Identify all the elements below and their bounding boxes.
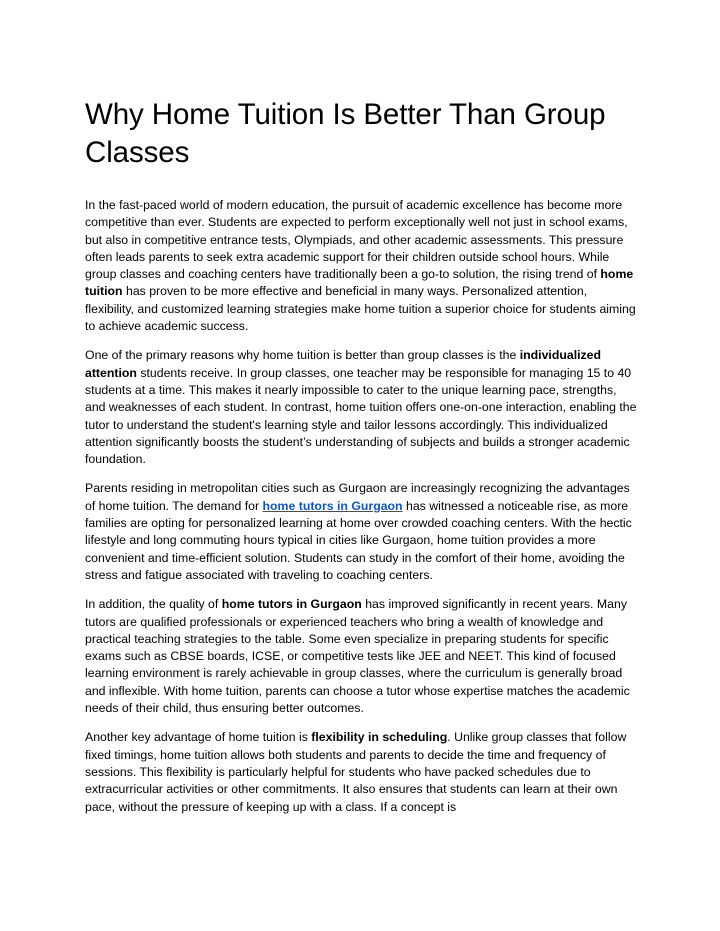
bold-text: individualized attention bbox=[85, 348, 602, 380]
paragraph-text: In the fast-paced world of modern education, the pursuit of academic excellence has become more competitive than ever. Students are expected to perform exceptionally well not just in school exams, but also in competitive entrance tests, Olympiads, and other academic assessments. This pressure often leads parents to seek extra academic support for their children outside school hours. While group classes and coaching centers have traditionally been a go-to solution, the rising trend of bbox=[85, 198, 628, 282]
document-page bbox=[85, 96, 637, 828]
paragraph-text: has witnessed a noticeable rise, as more families are opting for personalized learning at home over crowded coaching centers. With the hectic lifestyle and long commuting hours typical in cities like Gurgaon, home tuition provides a more convenient and time-efficient solution. Students can study in the comfort of their home, avoiding the stress and fatigue associated with traveling to coaching centers. bbox=[85, 498, 632, 582]
paragraph-text: In addition, the quality of bbox=[85, 597, 222, 612]
page-title: Why Home Tuition Is Better Than Group Classes bbox=[85, 98, 606, 169]
paragraph-gurgaon-demand bbox=[85, 480, 637, 584]
paragraph-text: has improved significantly in recent years. Many tutors are qualified professionals or experienced teachers who bring a wealth of knowledge and practical teaching strategies to the table. Some even specialize in preparing students for specific exams such as CBSE boards, ICSE, or competitive tests like JEE and NEET. This kind of focused learning environment is rarely achievable in group classes, where the curriculum is generally broad and inflexible. With home tuition, parents can choose a tutor whose expertise matches the academic needs of their child, thus ensuring better outcomes. bbox=[85, 597, 630, 716]
paragraph-text: Another key advantage of home tuition is bbox=[85, 730, 312, 745]
paragraph-flexibility bbox=[85, 729, 637, 815]
bold-text: home tuition bbox=[85, 267, 634, 299]
paragraph-text: One of the primary reasons why home tuition is better than group classes is the bbox=[85, 348, 520, 363]
bold-text: home tutors in Gurgaon bbox=[221, 597, 362, 612]
paragraph-text: students receive. In group classes, one teacher may be responsible for managing 15 to 40 students at a time. This makes it nearly impossible to cater to the unique learning pace, strengths, and weaknesses of each student. In contrast, home tuition offers one-on-one interaction, enabling the tutor to understand the student's learning style and tailor lessons accordingly. This individualized attention significantly boosts the student’s understanding of subjects and builds a stronger academic foundation. bbox=[85, 365, 637, 467]
home-tutors-gurgaon-link[interactable]: home tutors in Gurgaon bbox=[262, 498, 403, 513]
bold-text: flexibility in scheduling bbox=[311, 730, 448, 745]
paragraph-text: . Unlike group classes that follow fixed timings, home tuition allows both students and parents to decide the time and frequency of sessions. This flexibility is particularly helpful for students who have packed schedules due to extracurricular activities or other commitments. It also ensures that students can learn at their own pace, without the pressure of keeping up with a class. If a concept is bbox=[85, 730, 627, 814]
paragraph-text: Parents residing in metropolitan cities such as Gurgaon are increasingly recognizing the advantages of home tuition. The demand for bbox=[85, 481, 630, 513]
paragraph-individualized-attention bbox=[85, 347, 637, 468]
paragraph-text: has proven to be more effective and beneficial in many ways. Personalized attention, flexibility, and customized learning strategies make home tuition a superior choice for students aiming to achieve academic success. bbox=[85, 284, 636, 334]
paragraph-intro bbox=[85, 197, 637, 335]
paragraph-tutor-quality bbox=[85, 596, 637, 717]
